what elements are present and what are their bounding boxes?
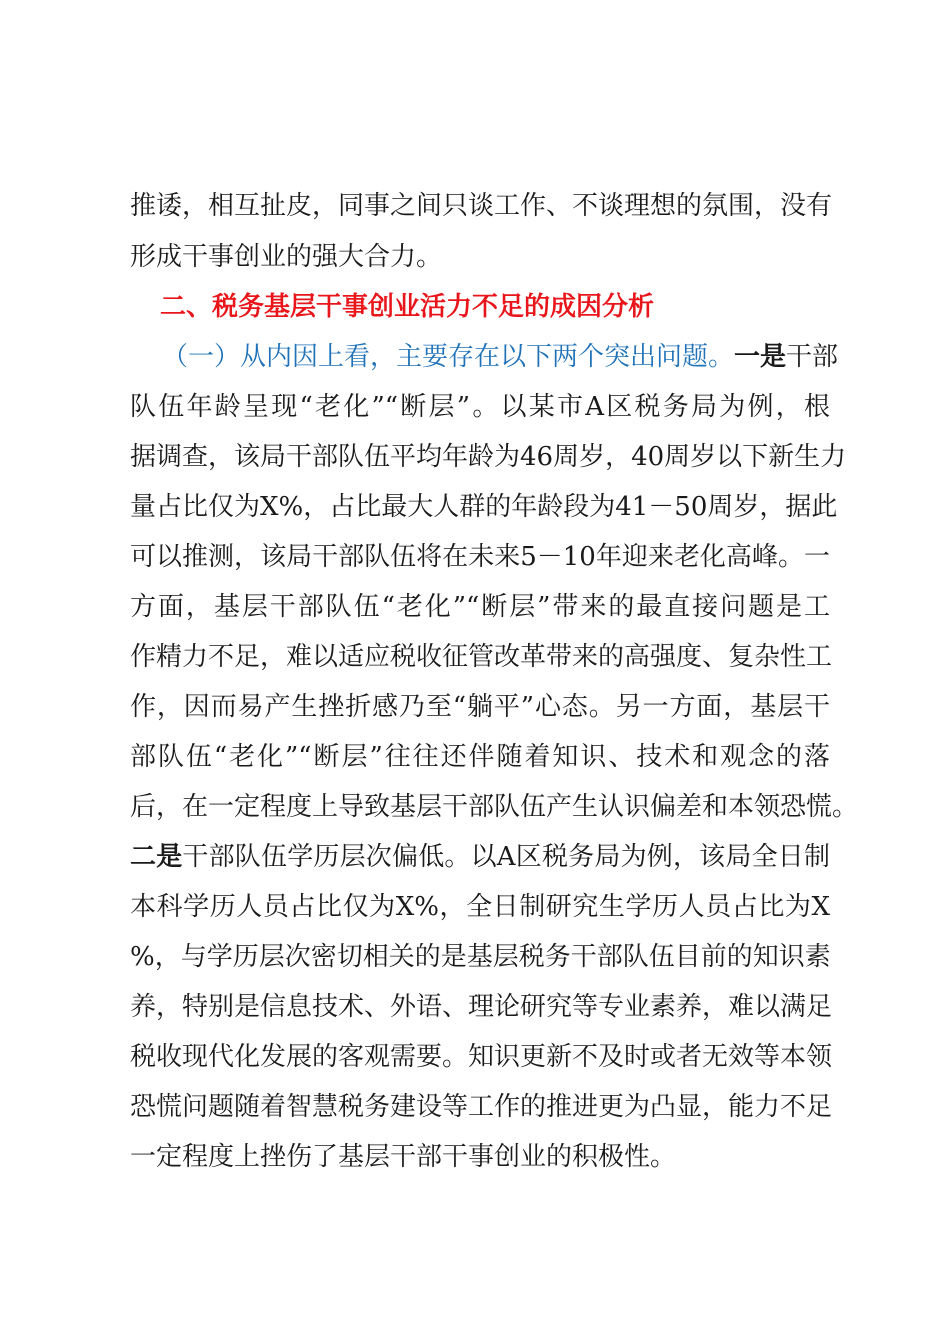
point-two-label: 二是 xyxy=(130,842,183,872)
point-two-text: 干部队伍学历层次偏低。以A区税务局为例，该局全日制 xyxy=(182,842,830,872)
body-line-16: 恐慌问题随着智慧税务建设等工作的推进更为凸显，能力不足 xyxy=(130,1092,833,1122)
body-line-8: 作精力不足，难以适应税收征管改革带来的高强度、复杂性工 xyxy=(130,642,833,672)
body-line-2: 形成干事创业的强大合力。 xyxy=(130,242,443,272)
body-line-6: 可以推测，该局干部队伍将在未来5－10年迎来老化高峰。一 xyxy=(130,542,830,572)
point-one-lead: 干部 xyxy=(786,342,839,372)
body-line-10: 部队伍“老化”“断层”往往还伴随着知识、技术和观念的落 xyxy=(130,742,830,772)
body-line-13: %，与学历层次密切相关的是基层税务干部队伍目前的知识素 xyxy=(130,942,831,972)
body-line-7: 方面，基层干部队伍“老化”“断层”带来的最直接问题是工 xyxy=(130,592,830,622)
body-line-14: 养，特别是信息技术、外语、理论研究等专业素养，难以满足 xyxy=(130,992,833,1022)
body-line-17: 一定程度上挫伤了基层干部干事创业的积极性。 xyxy=(130,1142,677,1172)
body-line-5: 量占比仅为X%，占比最大人群的年龄段为41－50周岁，据此 xyxy=(130,492,838,522)
body-line-1: 推诿，相互扯皮，同事之间只谈工作、不谈理想的氛围，没有 xyxy=(130,191,833,221)
section-heading: 二、税务基层干事创业活力不足的成因分析 xyxy=(160,292,655,322)
subheading-line xyxy=(162,337,839,377)
point-one-label: 一是 xyxy=(734,342,787,372)
body-line-12: 本科学历人员占比仅为X%，全日制研究生学历人员占比为X xyxy=(130,892,830,922)
body-line-3: 队伍年龄呈现“老化”“断层”。以某市A区税务局为例，根 xyxy=(130,392,830,422)
body-line-11: 后，在一定程度上导致基层干部队伍产生认识偏差和本领恐慌。 xyxy=(130,792,859,822)
body-line-4: 据调查，该局干部队伍平均年龄为46周岁，40周岁以下新生力 xyxy=(130,442,847,472)
body-line-15: 税收现代化发展的客观需要。知识更新不及时或者无效等本领 xyxy=(130,1042,833,1072)
subheading: （一）从内因上看，主要存在以下两个突出问题。 xyxy=(162,342,735,372)
point-two-line xyxy=(130,837,830,877)
body-line-9: 作，因而易产生挫折感乃至“躺平”心态。另一方面，基层干 xyxy=(130,692,830,722)
